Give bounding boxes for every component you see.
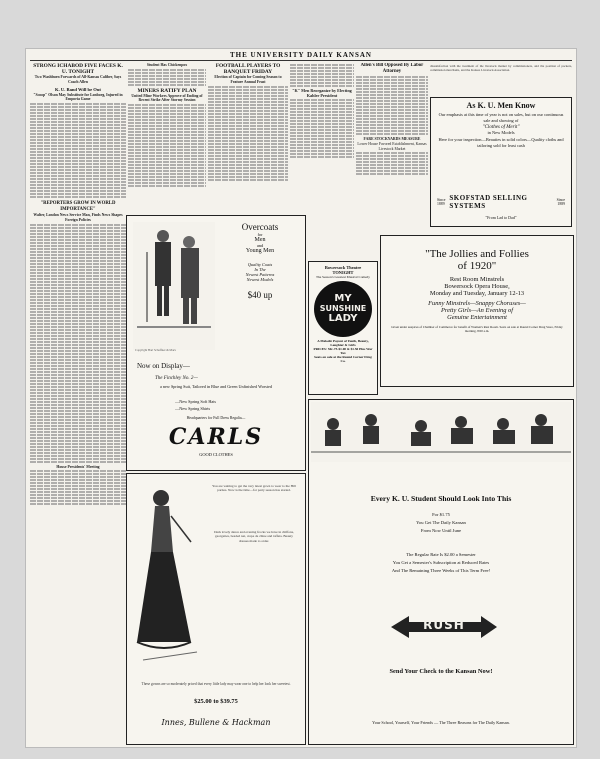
article-body-football [208,86,288,181]
overcoats-block [221,222,299,300]
kansan-until-june: From Now Until June [420,528,462,533]
bowersock-prices: PRICES: 50c-75-$1.00 & $1.50 Plus War Tax [313,347,373,355]
column-5 [356,63,428,251]
jollies-pretty: Pretty Girls—An Evening of [440,307,513,314]
headline-band: K. U. Band Will be Out [55,86,101,92]
headline-football: FOOTBALL PLAYERS TO BANQUET FRIDAY [215,63,281,76]
sunshine-lady-logo [314,281,372,337]
top-right-note-text: dissatisfaction with the treatment of the livestock market by commissioners, and the position of packers, commission merchants, and the Kansas Livestock Association. [430,64,572,73]
kansan-reduced-rate: You Get a Semester's Subscription at Reduced Rates [392,560,490,565]
dress-copy-3: These gowns are so moderately priced that every little lady may wear one to help her look her sweetest. [141,682,291,686]
skofstad-brand: SKOFSTAD SELLING SYSTEMS [449,194,528,210]
top-right-note [430,63,572,95]
jollies-genuine: Genuine Entertainment [447,314,507,321]
kansan-send-check: Send Your Check to the Kansan Now! [389,668,493,675]
subhead-miners: United Mine Workers Approve of Ending of Recent Strike After Stormy Session [131,93,203,103]
column-1 [30,63,126,743]
article-body-house [30,470,126,505]
skofstad-title: As K. U. Men Know [466,101,536,110]
skofstad-brand-row [437,194,565,210]
illustration-caption: Copyright Hart Schaffner & Marx [135,348,176,352]
jollies-year: of 1920" [457,260,497,272]
headline-k-men: "K" Men Reorganize by Electing Kahler President [292,88,352,98]
skofstad-quote: "Clothes of Merit" [482,125,520,131]
jollies-date: Monday and Tuesday, January 12-13 [429,290,525,297]
kansan-footer: Your School, Yourself, Your Friends — The Three Reasons for The Daily Kansan. [372,720,510,725]
kansan-you-get: You Get The Daily Kansan [416,520,466,525]
headquarters-line: Headquarters for Full Dress Regalia— [186,416,246,420]
bowersock-tonight: TONIGHT [332,270,354,275]
dress-ad [126,473,306,745]
evening-gown-illustration [131,482,205,672]
jollies-rest-room: Rest Room Minstrels [449,276,505,283]
shirts-line: —New Spring Shirts [175,406,211,411]
jollies-funny: Funny Minstrels—Snappy Choruses— [428,300,526,307]
article-body-ichabod [30,103,126,198]
headline-chickenpox: Student Has Chickenpox [146,63,188,67]
overcoats-quality2: In The [254,267,266,272]
subhead-olson: "Scoop" Olson May Substitute for Lonborg, Injured in Emporia Game [33,92,123,102]
rush-label: RUSH [423,618,465,632]
students-illustration [311,402,571,462]
bowersock-desc: A Melodic Payout of Youth, Beauty, Laughter & Girls [317,339,369,347]
overcoats-quality1: Quality Coats [247,262,273,267]
subhead-stockyards: Lower House Favored Establishment, Kansas Livestock Market [357,142,427,151]
kansan-price: For $1.75 [432,512,450,517]
masthead: THE UNIVERSITY DAILY KANSAN [230,51,372,59]
jollies-ad [380,235,574,387]
newspaper-page [26,49,576,747]
headline-miners: MINERS RATIFY PLAN [137,87,197,94]
headline-ichabod: STRONG ICHABOD FIVE FACES K. U. TONIGHT [33,63,123,76]
skofstad-since-left: Since 1889 [437,198,446,206]
bowersock-season: The Season's Greatest Musical Comedy [316,275,370,279]
headline-stockyards: FARE STOCKYARDS MEASURE [363,137,421,142]
headline-house-presidents: House Presidents' Meeting [56,464,100,469]
carls-ad [126,215,306,471]
overcoats-men: Men [254,237,266,243]
jollies-note: Given under auspices of Chamber of Commerce for benefit of Women's Rest Room. Seats on sale at Round Corner Drug Store, Friday morning, 8:00 a.m. [391,325,563,333]
article-body-reporters [30,224,126,463]
skofstad-here: Here for your inspection—Beauties in solid colors—Quality cloths and tailoring sold for least cash [438,137,564,148]
overcoats-for: for [257,232,263,237]
overcoats-quality3: Newest Patterns [245,272,275,277]
jollies-title: "The Jollies and Follies [425,248,529,260]
subhead-walter: Walter, London News Service Man, Finds News Shapes Foreign Policies [33,213,123,222]
skofstad-tagline: "From Lad to Dad" [485,215,517,220]
article-body-allen [356,76,428,135]
overcoats-quality4: Newest Models [246,277,274,282]
skofstad-body: Our emphasis at this time of year is not on sales, but on our continuous sale and showing of [438,112,564,123]
article-body-k-men [290,99,354,158]
skofstad-ad [430,97,572,227]
show-title-3: LADY [328,313,358,324]
bowersock-ad [308,261,378,395]
overcoats-young-men: Young Men [245,248,275,254]
subhead-washburn: Two Washburn Forwards of All-Kansas Caliber, Says Coach Allen [34,75,122,84]
spring-line: a new Spring Suit, Tailored in Blue and Green Unfinished Worsted [160,384,272,389]
overcoats-price: $40 up [247,290,273,300]
kansan-three-weeks: And The Remaining Three Weeks of This Term Free! [391,568,491,573]
headline-allen-bill: Allen's Bill Opposed By Labor Attorney [360,63,424,75]
dress-copy-1: You are waiting to get the very latest gown to wear to the Hill parties. Now is the time—for party season has started. [212,484,296,493]
headline-reporters: "REPORTERS GROW IN WORLD IMPORTANCE" [40,200,116,213]
kansan-regular-rate: The Regular Rate Is $2.00 a Semester [406,552,476,557]
show-title-1: MY [334,293,352,304]
overcoats-title: Overcoats [241,222,279,232]
kansan-headline: Every K. U. Student Should Look Into This [370,494,512,503]
carls-good-clothes: GOOD CLOTHES [199,452,233,457]
bowersock-seats: Seats on sale at the Round Corner Drug Co. [314,355,372,363]
dress-signature: Innes, Bullene & Hackman [161,718,271,727]
subhead-football: Election of Captain for Coming Season to Feature Annual Feast [214,75,282,84]
overcoats-and: and [256,243,264,248]
show-title-2: SUNSHINE [319,304,367,313]
article-body-miners [128,104,206,187]
hats-line: —New Spring Soft Hats [175,399,217,404]
display-line: Now on Display— [137,362,190,370]
skofstad-new-models: in New Models [487,130,515,136]
bowersock-theatre: Bowersock Theatre [324,265,362,270]
kansan-subscription-ad [308,399,574,745]
dress-price: $25.00 to $39.75 [194,698,238,705]
men-illustration [133,222,215,350]
dress-copy-2: Dark lovely dance and evening frocks we have in chiffons, georgettes, beaded net, crepe de chine and taffeta. Beauty dresses made to order. [214,530,294,543]
finchley-line: The Finchley No. 2— [155,376,198,381]
skofstad-since-right: Since 1889 [556,198,566,206]
carls-logo: CARLS [168,424,264,450]
jollies-venue: Bowersock Opera House, [444,283,510,290]
masthead-rule [30,60,572,61]
